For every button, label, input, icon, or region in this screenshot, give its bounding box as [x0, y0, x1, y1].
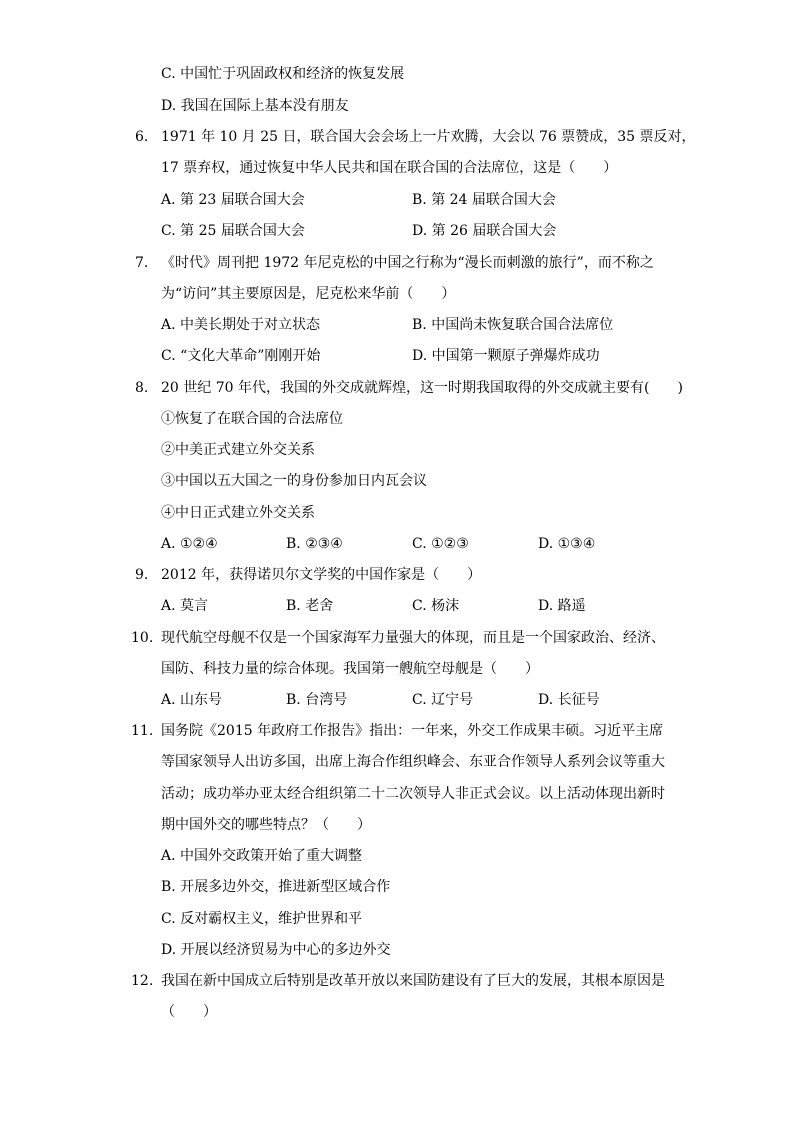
q6-option-b: B. 第 24 届联合国大会: [412, 192, 556, 208]
q10-option-b: B. 台湾号: [286, 692, 348, 708]
q8-item-3: ③中国以五大国之一的身份参加日内瓦会议: [161, 473, 427, 489]
q8-stem: 20 世纪 70 年代，我国的外交成就辉煌，这一时期我国取得的外交成就主要有( ): [161, 380, 683, 396]
q12-stem-line1: 我国在新中国成立后特别是改革开放以来国防建设有了巨大的发展，其根本原因是: [161, 973, 665, 989]
q6-stem-line1: 1971 年 10 月 25 日，联合国大会会场上一片欢腾，大会以 76 票赞成，35 票反对，: [161, 129, 696, 145]
q10-number: 10.: [131, 630, 154, 646]
q7-option-b: B. 中国尚未恢复联合国合法席位: [412, 317, 614, 333]
q8-option-a: A. ①②④: [161, 536, 218, 552]
q6-number: 6.: [135, 129, 149, 145]
q9-option-d: D. 路遥: [538, 598, 586, 614]
q9-stem: 2012 年，获得诺贝尔文学奖的中国作家是（ ）: [161, 567, 482, 583]
q9-option-c: C. 杨沫: [412, 598, 460, 614]
q6-stem-line2: 17 票弃权，通过恢复中华人民共和国在联合国的合法席位，这是（ ）: [161, 160, 618, 176]
q12-stem-line2: （ ）: [161, 1004, 217, 1020]
q8-option-d: D. ①③④: [538, 536, 596, 552]
q10-option-a: A. 山东号: [161, 692, 223, 708]
q11-option-a: A. 中国外交政策开始了重大调整: [161, 848, 363, 864]
q7-stem-line1: 《时代》周刊把 1972 年尼克松的中国之行称为“漫长而刺激的旅行”，而不称之: [161, 255, 654, 271]
q6-option-a: A. 第 23 届联合国大会: [161, 192, 305, 208]
q10-stem-line2: 国防、科技力量的综合体现。我国第一艘航空母舰是（ ）: [161, 661, 539, 677]
q11-option-b: B. 开展多边外交，推进新型区域合作: [161, 879, 391, 895]
q8-item-2: ②中美正式建立外交关系: [161, 442, 315, 458]
q11-stem-line1: 国务院《2015 年政府工作报告》指出：一年来，外交工作成果丰硕。习近平主席: [161, 723, 664, 739]
q10-option-c: C. 辽宁号: [412, 692, 474, 708]
q5-option-c: C. 中国忙于巩固政权和经济的恢复发展: [161, 66, 405, 82]
q7-option-d: D. 中国第一颗原子弹爆炸成功: [412, 348, 600, 364]
q8-item-1: ①恢复了在联合国的合法席位: [161, 411, 343, 427]
q7-option-a: A. 中美长期处于对立状态: [161, 317, 321, 333]
q7-number: 7.: [135, 255, 149, 271]
q8-option-c: C. ①②③: [412, 536, 469, 552]
q12-number: 12.: [131, 973, 154, 989]
q10-stem-line1: 现代航空母舰不仅是一个国家海军力量强大的体现，而且是一个国家政治、经济、: [161, 630, 665, 646]
q8-item-4: ④中日正式建立外交关系: [161, 505, 315, 521]
q10-option-d: D. 长征号: [538, 692, 600, 708]
q11-stem-line2: 等国家领导人出访多国，出席上海合作组织峰会、东亚合作领导人系列会议等重大: [161, 754, 665, 770]
q7-option-c: C. “文化大革命”刚刚开始: [161, 348, 321, 364]
q7-stem-line2: 为“访问”其主要原因是，尼克松来华前（ ）: [161, 286, 456, 302]
q11-stem-line4: 期中国外交的哪些特点？（ ）: [161, 817, 371, 833]
q11-stem-line3: 活动；成功举办亚太经合组织第二十二次领导人非正式会议。以上活动体现出新时: [161, 786, 665, 802]
q11-option-d: D. 开展以经济贸易为中心的多边外交: [161, 942, 391, 958]
q8-option-b: B. ②③④: [286, 536, 343, 552]
q11-option-c: C. 反对霸权主义，维护世界和平: [161, 911, 363, 927]
q5-option-d: D. 我国在国际上基本没有朋友: [161, 98, 349, 114]
q11-number: 11.: [131, 723, 154, 739]
q6-option-c: C. 第 25 届联合国大会: [161, 223, 305, 239]
q9-number: 9.: [135, 567, 149, 583]
q6-option-d: D. 第 26 届联合国大会: [412, 223, 557, 239]
q9-option-a: A. 莫言: [161, 598, 209, 614]
q9-option-b: B. 老舍: [286, 598, 334, 614]
q8-number: 8.: [135, 380, 149, 396]
